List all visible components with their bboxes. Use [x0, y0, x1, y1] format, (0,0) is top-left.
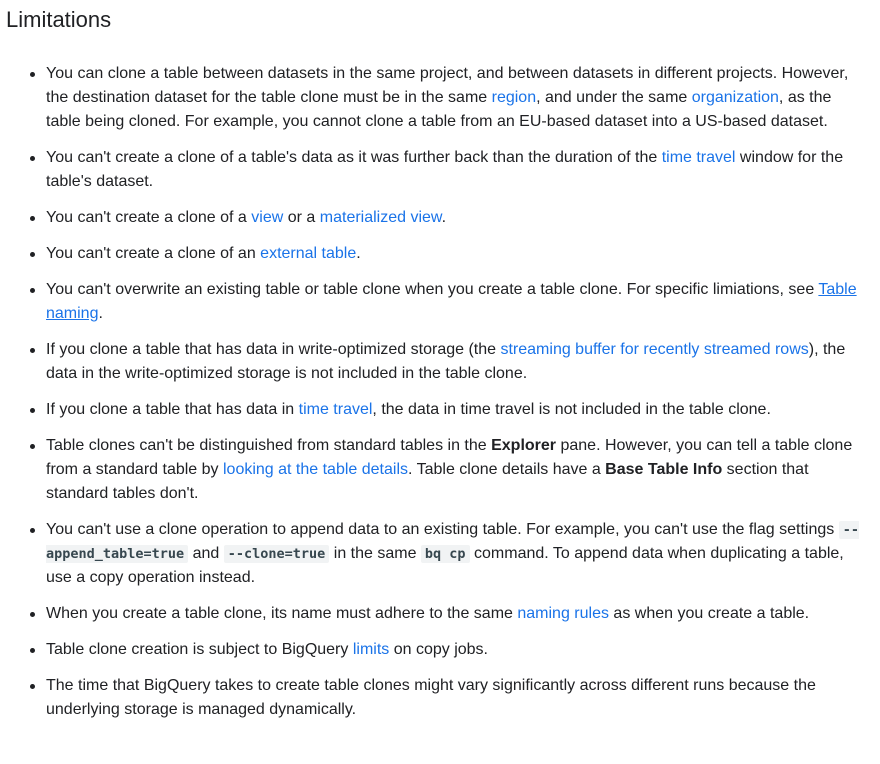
- text: You can't create a clone of a table's data as it was further back than the duration of the: [46, 149, 662, 166]
- text: .: [356, 245, 361, 262]
- text: in the same: [329, 545, 421, 562]
- text: Table clones can't be distinguished from standard tables in the: [46, 437, 492, 454]
- text: The time that BigQuery takes to create table clones might vary significantly across different runs because the underlying storage is managed dynamically.: [46, 677, 816, 718]
- time-travel-link[interactable]: time travel: [298, 401, 373, 418]
- list-item: [6, 62, 866, 134]
- limits-link[interactable]: limits: [352, 641, 390, 658]
- table-details-link[interactable]: looking at the table details: [222, 461, 408, 478]
- text: When you create a table clone, its name must adhere to the same: [46, 605, 518, 622]
- list-item: [6, 278, 866, 326]
- append-flag-code: --append_table=true: [46, 522, 859, 562]
- list-item: [6, 434, 866, 506]
- table-naming-link[interactable]: Table naming: [46, 281, 857, 322]
- text: You can't overwrite an existing table or table clone when you create a table clone. For specific limiations, see: [46, 281, 819, 298]
- streaming-buffer-link[interactable]: streaming buffer for recently streamed rows: [500, 341, 809, 358]
- text: You can't create a clone of an: [46, 245, 261, 262]
- list-item: [6, 338, 866, 386]
- view-link[interactable]: view: [251, 209, 284, 226]
- text: and: [188, 545, 224, 562]
- text: or a: [283, 209, 320, 226]
- time-travel-link[interactable]: time travel: [661, 149, 736, 166]
- text: pane. However, you can tell a table clone from a standard table by: [46, 437, 853, 478]
- list-item: [6, 146, 866, 194]
- text: command. To append data when duplicating a table, use a copy operation instead.: [46, 545, 844, 586]
- organization-link[interactable]: organization: [691, 89, 779, 106]
- text: . Table clone details have a: [408, 461, 606, 478]
- text: You can't create a clone of a: [46, 209, 252, 226]
- list-item: [6, 674, 866, 722]
- explorer-term: Explorer: [491, 437, 557, 454]
- text: ), the data in the write-optimized storage is not included in the table clone.: [46, 341, 846, 382]
- base-table-info-term: Base Table Info: [605, 461, 723, 478]
- clone-flag-code: --clone=true: [224, 545, 330, 563]
- text: .: [441, 209, 447, 226]
- text: , as the table being cloned. For example, you cannot clone a table from an EU-based dataset into a US-based dataset.: [46, 89, 832, 130]
- naming-rules-link[interactable]: naming rules: [517, 605, 609, 622]
- materialized-view-link[interactable]: materialized view: [319, 209, 442, 226]
- external-table-link[interactable]: external table: [260, 245, 357, 262]
- list-item: [6, 206, 866, 230]
- list-item: [6, 518, 866, 590]
- text: If you clone a table that has data in: [46, 401, 299, 418]
- text: You can't use a clone operation to append data to an existing table. For example, you can't use the flag settings: [46, 521, 839, 538]
- text: Table clone creation is subject to BigQuery: [46, 641, 353, 658]
- text: .: [98, 305, 103, 322]
- list-item: [6, 242, 866, 266]
- text: You can clone a table between datasets in the same project, and between datasets in different projects. However, the destination dataset for the table clone must be in the same: [46, 65, 849, 106]
- list-item: [6, 602, 866, 626]
- list-item: [6, 638, 866, 662]
- text: If you clone a table that has data in write-optimized storage (the: [46, 341, 501, 358]
- text: section that standard tables don't.: [46, 461, 809, 502]
- text: on copy jobs.: [389, 641, 488, 658]
- text: window for the table's dataset.: [46, 149, 844, 190]
- region-link[interactable]: region: [491, 89, 537, 106]
- text: as when you create a table.: [608, 605, 810, 622]
- bq-cp-code: bq cp: [421, 545, 470, 563]
- section-heading: Limitations: [6, 7, 112, 32]
- text: , and under the same: [536, 89, 692, 106]
- text: , the data in time travel is not included in the table clone.: [372, 401, 771, 418]
- limitations-list: [6, 62, 866, 722]
- list-item: [6, 398, 866, 422]
